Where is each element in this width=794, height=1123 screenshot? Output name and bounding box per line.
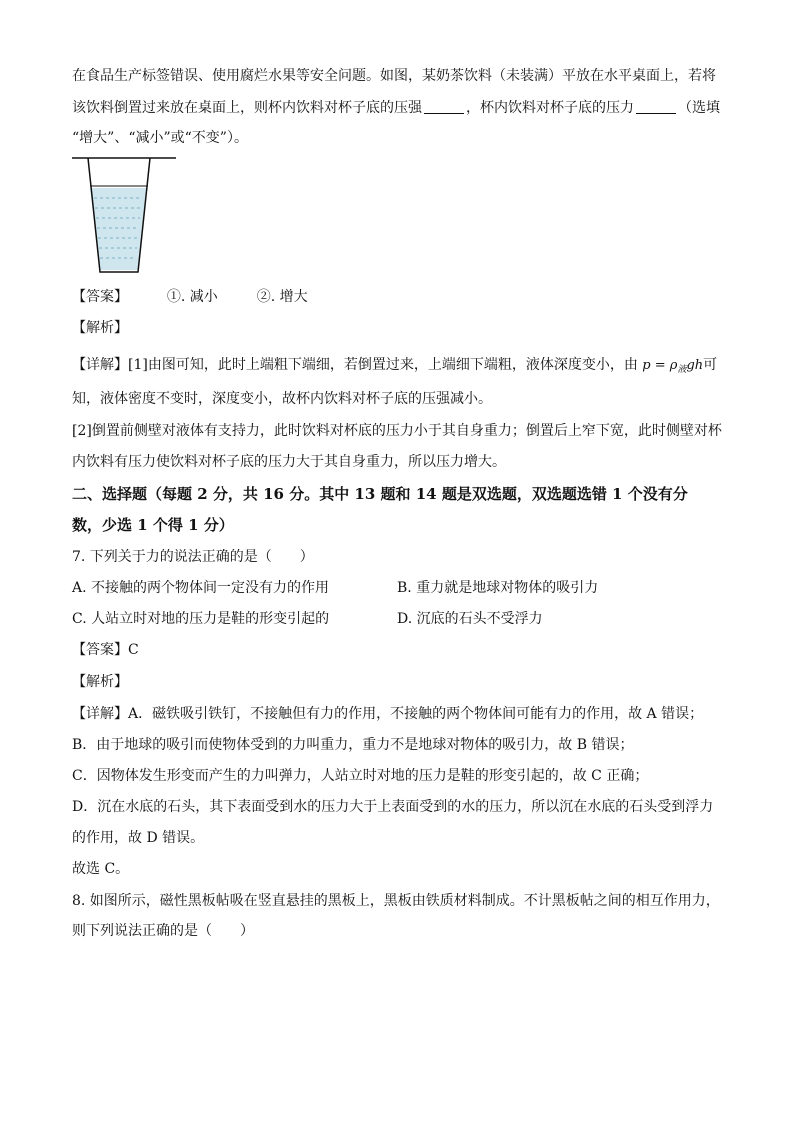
q6-text-line-2b: ，杯内饮料对杯子底的压力	[466, 100, 634, 116]
q6-text-line-2c: （选填	[678, 100, 720, 116]
formula-eq: =	[650, 358, 670, 373]
q6-text-line-3: “增大”、“减小”或“不变”）。	[72, 130, 248, 146]
q6-detail-line-4: 内饮料有压力使饮料对杯子底的压力大于其自身重力，所以压力增大。	[72, 454, 506, 470]
q7-answer: 【答案】C	[72, 642, 139, 658]
q7-option-d: D. 沉底的石头不受浮力	[397, 611, 543, 627]
q6-answer-2: ②. 增大	[256, 289, 308, 305]
q7-detail-a: 【详解】A．磁铁吸引铁钉，不接触但有力的作用，不接触的两个物体间可能有力的作用，故 A 错误；	[72, 706, 704, 722]
q6-detail-line-3: [2]倒置前侧壁对液体有支持力，此时饮料对杯底的压力小于其自身重力；倒置后上窄下宽，此时侧壁对杯	[72, 423, 722, 439]
q7-detail-d2: 的作用，故 D 错误。	[72, 830, 205, 846]
pressure-formula	[642, 358, 703, 373]
q7-option-b: B. 重力就是地球对物体的吸引力	[397, 580, 599, 596]
q6-detail-line-1	[72, 355, 717, 380]
formula-rho: ρ	[669, 358, 678, 373]
q6-text-line-2	[72, 98, 720, 118]
q7-detail-b: B．由于地球的吸引而使物体受到的力叫重力，重力不是地球对物体的吸引力，故 B 错误；	[72, 737, 634, 753]
q6-answer-label: 【答案】	[72, 289, 128, 305]
q6-analysis-label: 【解析】	[72, 320, 128, 336]
q7-stem: 7. 下列关于力的说法正确的是（ ）	[72, 549, 314, 565]
q8-stem-1: 8. 如图所示，磁性黑板帖吸在竖直悬挂的黑板上，黑板由铁质材料制成。不计黑板帖之间的相互作用力，	[72, 893, 720, 909]
answer-blank-2	[636, 99, 676, 114]
q7-conclusion: 故选 C。	[72, 861, 130, 877]
formula-sub: 液	[677, 365, 687, 375]
q8-stem-2: 则下列说法正确的是（ ）	[72, 923, 254, 939]
q6-text-line-1: 在食品生产标签错误、使用腐烂水果等安全问题。如图，某奶茶饮料（未装满）平放在水平桌面上，若将	[72, 68, 716, 84]
section-2-title-1: 二、选择题（每题 2 分，共 16 分。其中 13 题和 14 题是双选题，双选题选错 1 个没有分	[72, 485, 688, 503]
q7-option-a: A. 不接触的两个物体间一定没有力的作用	[72, 580, 330, 596]
formula-p: p	[642, 358, 651, 373]
cup-diagram	[72, 152, 182, 277]
q6-detail-1b: 可	[703, 357, 718, 373]
q6-detail-line-2: 知，液体密度不变时，深度变小，故杯内饮料对杯子底的压强减小。	[72, 391, 492, 407]
q7-detail-d1: D．沉在水底的石头，其下表面受到水的压力大于上表面受到的水的压力，所以沉在水底的石头受到浮力	[72, 799, 714, 815]
q6-text-line-2a: 该饮料倒置过来放在桌面上，则杯内饮料对杯子底的压强	[72, 100, 422, 116]
q7-analysis-label: 【解析】	[72, 674, 128, 690]
q7-detail-c: C．因物体发生形变而产生的力叫弹力，人站立时对地的压力是鞋的形变引起的，故 C 正确；	[72, 768, 649, 784]
q6-detail-1a: 【详解】[1]由图可知，此时上端粗下端细，若倒置过来，上端细下端粗，液体深度变小，由	[72, 357, 638, 373]
q6-answer-1: ①. 减小	[166, 289, 218, 305]
section-2-title-2: 数，少选 1 个得 1 分）	[72, 516, 234, 534]
q7-option-c: C. 人站立时对地的压力是鞋的形变引起的	[72, 611, 330, 627]
formula-gh: gh	[686, 358, 704, 373]
answer-blank-1	[424, 99, 464, 114]
q6-answer-row	[72, 287, 308, 307]
